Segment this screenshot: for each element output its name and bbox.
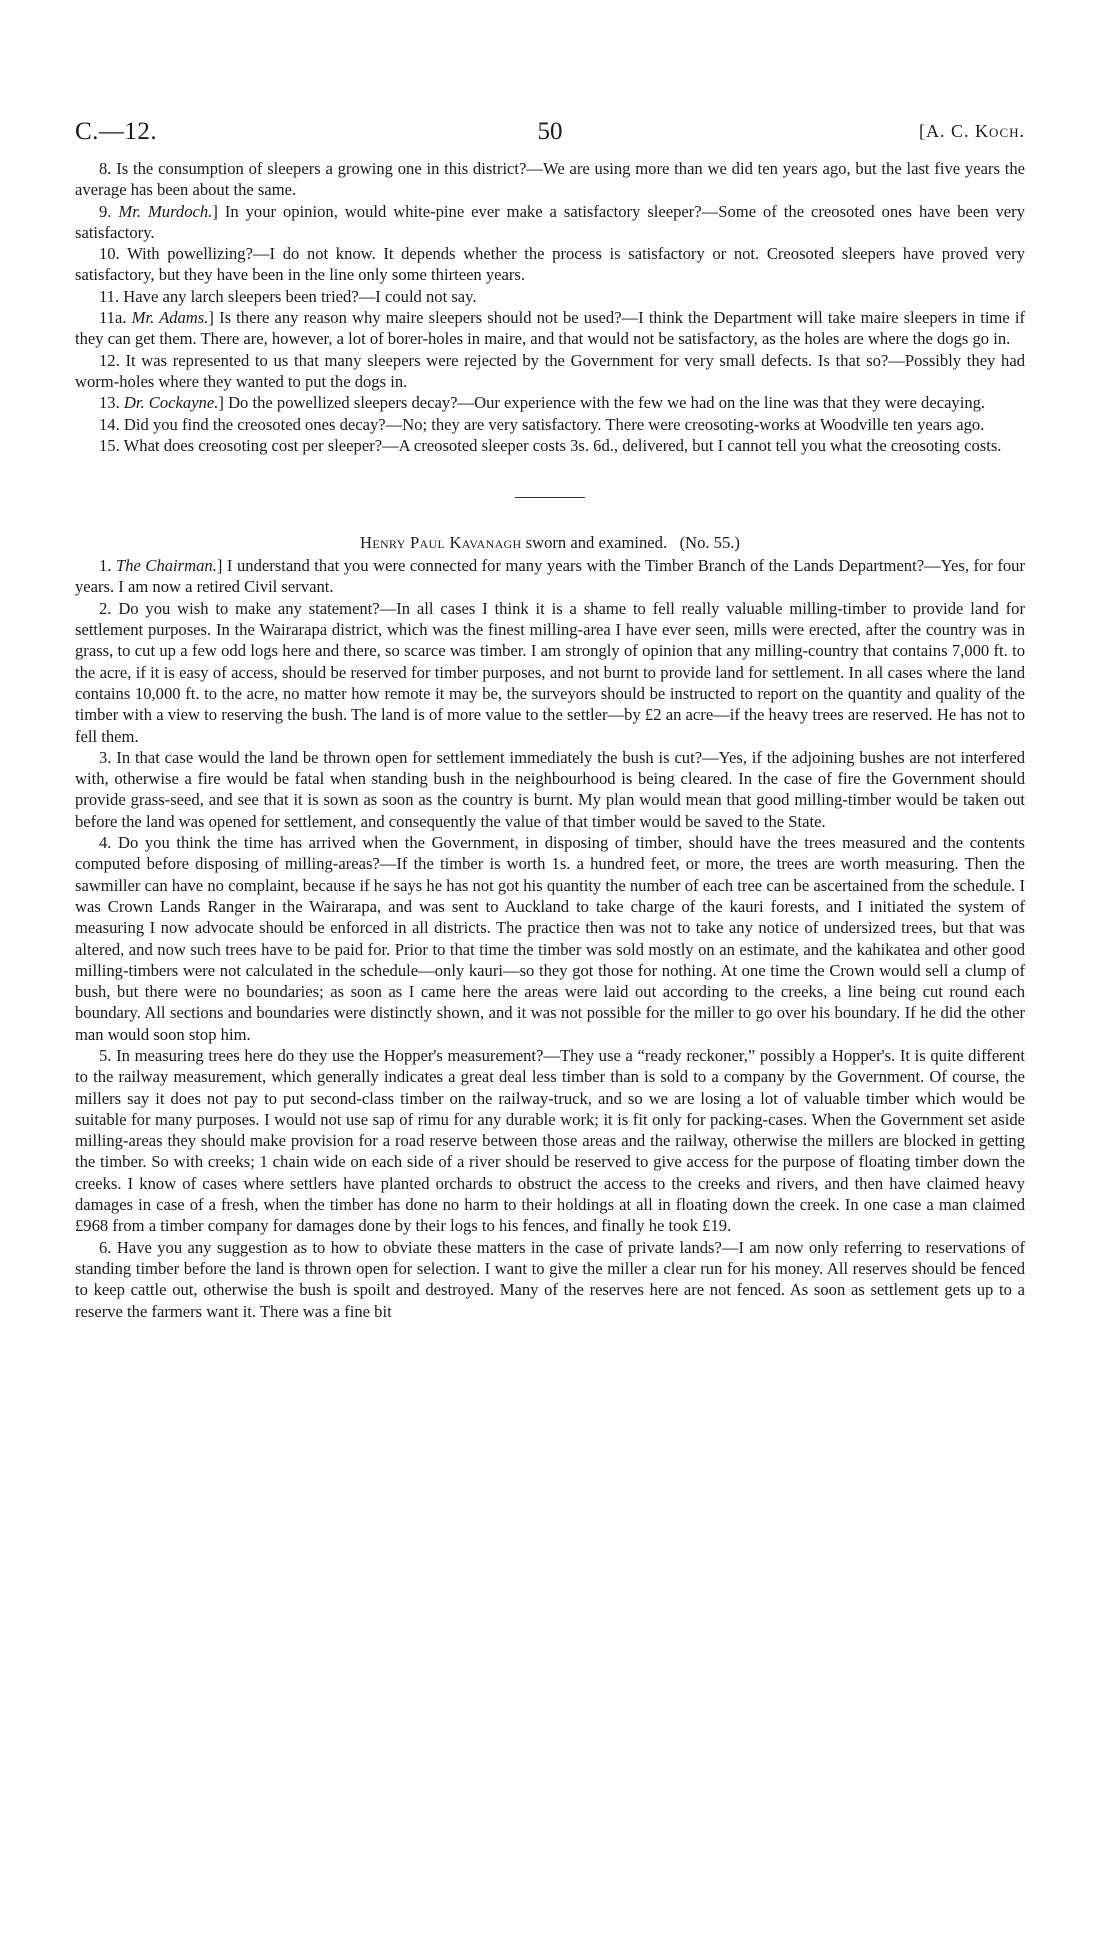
question-paragraph: 11a. Mr. Adams.] Is there any reason why maire sleepers should not be used?—I think the Department will take maire sleepers in time if they can get them. There are, however, a lot of borer-holes in maire, and that would not be satisfactory, as the holes are where the dogs go in. bbox=[75, 308, 1025, 349]
question-text: Do the powellized sleepers decay?—Our experience with the few we had on the line was that they were decaying. bbox=[228, 393, 986, 413]
question-text: Did you find the creosoted ones decay?—No; they are very satisfactory. There were creosoting-works at Woodville ten years ago. bbox=[123, 414, 985, 434]
question-number: 11a. bbox=[99, 308, 127, 328]
witness-number: (No. 55.) bbox=[679, 533, 740, 553]
question-number: 5. bbox=[99, 1045, 112, 1065]
question-text: Do you think the time has arrived when the Government, in disposing of timber, should have the trees measured and the contents computed before disposing of milling-areas?—If the timber is worth 1s. a hundred feet, or more, the trees are worth measuring. Then the sawmiller can have no complaint, because if he says he has not got his quantity the number of each tree can be ascertained from the schedule. I was Crown Lands Ranger in the Wairarapa, and was sent to Auckland to take charge of the kauri forests, and I initiated the system of measuring I now advocate should be enforced in all districts. The practice then was not to take any notice of undersized trees, but that was altered, and now such trees have to be paid for. Prior to that time the timber was sold mostly on an estimate, and the kahikatea and other good milling-timbers were not calculated in the schedule—only kauri—so they got those for nothing. At one time the Crown would sell a clump of bush, but there were no boundaries; as soon as I came here the areas were laid out according to the creeks, a line being cut round each boundary. All sections and boundaries were distinctly shown, and it was not possible for the miller to go over his boundary. If he did the other man would soon stop him. bbox=[75, 833, 1025, 1044]
question-number: 14. bbox=[99, 414, 120, 434]
question-text: With powellizing?—I do not know. It depends whether the process is satisfactory or not. Creosoted sleepers have proved very satisfactory, but they have been in the line only some thirteen years. bbox=[75, 244, 1025, 285]
header-witness-name: A. C. Koch. bbox=[926, 121, 1025, 141]
question-paragraph bbox=[75, 286, 1025, 307]
question-text: Do you wish to make any statement?—In all cases I think it is a shame to fell really valuable milling-timber to provide land for settlement purposes. In the Wairarapa district, which was the finest milling-area I have ever seen, mills were erected, after the country was in grass, to cut up a few odd logs here and there, so scarce was timber. I am strongly of opinion that any milling-country that contains 7,000 ft. to the acre, if it is easy of access, should be reserved for timber purposes, and not burnt to provide land for settlement. In all cases where the land contains 10,000 ft. to the acre, no matter how remote it may be, the surveyors should be instructed to report on the quantity and quality of the timber with a view to reserving the bush. The land is of more value to the settler—by £2 an acre—if the heavy trees are reserved. He has not to fell them. bbox=[75, 598, 1025, 746]
witness-header bbox=[919, 121, 1025, 142]
question-text: Have you any suggestion as to how to obviate these matters in the case of private lands?—I am now only referring to reservations of standing timber before the land is thrown open for selection. I want to give the miller a clear run for his money. All reserves should be fenced to keep cattle out, otherwise the bush is spoilt and destroyed. Many of the reserves here are not fenced. As soon as settlement gets up to a reserve the farmers want it. There was a fine bit bbox=[75, 1237, 1025, 1321]
question-paragraph bbox=[75, 1045, 1025, 1237]
witness-sworn: sworn and examined. bbox=[521, 533, 668, 553]
question-number: 12. bbox=[99, 350, 120, 370]
question-number: 13. bbox=[99, 393, 120, 413]
question-number: 6. bbox=[99, 1237, 112, 1257]
question-paragraph bbox=[75, 832, 1025, 1045]
question-number: 3. bbox=[99, 747, 112, 767]
question-paragraph bbox=[75, 243, 1025, 286]
question-paragraph bbox=[75, 435, 1025, 456]
question-paragraph: 9. Mr. Murdoch.] In your opinion, would white-pine ever make a satisfactory sleeper?—Some of the creosoted ones have been very satisfactory. bbox=[75, 201, 1025, 242]
header-bracket: [ bbox=[919, 121, 927, 141]
question-number: 11. bbox=[99, 286, 120, 306]
witness-heading bbox=[75, 532, 1025, 553]
witness-name: Henry Paul Kavanagh bbox=[360, 533, 522, 553]
document-page bbox=[75, 118, 1025, 1322]
question-number: 10. bbox=[99, 244, 120, 264]
question-text: Is the consumption of sleepers a growing one in this district?—We are using more than we did ten years ago, but the last five years the average has been about the same. bbox=[75, 159, 1025, 200]
question-paragraph bbox=[75, 1237, 1025, 1322]
section-divider bbox=[515, 497, 585, 498]
question-paragraph bbox=[75, 350, 1025, 393]
kavanagh-evidence-section bbox=[75, 555, 1025, 1322]
page-header bbox=[75, 118, 1025, 158]
report-code: C.—12. bbox=[75, 118, 158, 145]
question-number: 15. bbox=[99, 435, 120, 455]
speaker-name: Mr. Murdoch. bbox=[118, 201, 213, 221]
question-paragraph: 13. Dr. Cockayne.] Do the powellized sleepers decay?—Our experience with the few we had on the line was that they were decaying. bbox=[99, 393, 986, 413]
question-paragraph bbox=[75, 158, 1025, 201]
question-paragraph: 1. The Chairman.] I understand that you were connected for many years with the Timber Branch of the Lands Department?—Yes, for four years. I am now a retired Civil servant. bbox=[75, 556, 1026, 597]
speaker-name: Mr. Adams. bbox=[131, 308, 209, 328]
question-paragraph bbox=[75, 747, 1025, 832]
question-number: 4. bbox=[99, 833, 112, 853]
question-text: What does creosoting cost per sleeper?—A creosoted sleeper costs 3s. 6d., delivered, but I cannot tell you what the creosoting costs. bbox=[123, 435, 1002, 455]
question-number: 2. bbox=[99, 598, 112, 618]
speaker-name: The Chairman. bbox=[115, 556, 217, 576]
question-text: In your opinion, would white-pine ever make a satisfactory sleeper?—Some of the creosoted ones have been very satisfactory. bbox=[75, 201, 1025, 242]
question-text: I understand that you were connected for many years with the Timber Branch of the Lands Department?—Yes, for four years. I am now a retired Civil servant. bbox=[75, 556, 1026, 597]
question-text: It was represented to us that many sleepers were rejected by the Government for very small defects. Is that so?—Possibly they had worm-holes where they wanted to put the dogs in. bbox=[75, 350, 1026, 391]
page-number: 50 bbox=[537, 118, 563, 145]
question-number: 1. bbox=[99, 556, 112, 576]
question-number: 9. bbox=[99, 201, 112, 221]
speaker-name: Dr. Cockayne. bbox=[123, 393, 219, 413]
question-text: Is there any reason why maire sleepers should not be used?—I think the Department will take maire sleepers in time if they can get them. There are, however, a lot of borer-holes in maire, and that would not be satisfactory, as the holes are where the dogs go in. bbox=[75, 308, 1025, 349]
question-paragraph bbox=[75, 414, 1025, 435]
question-text: Have any larch sleepers been tried?—I could not say. bbox=[123, 286, 477, 306]
question-text: In measuring trees here do they use the Hopper's measurement?—They use a “ready reckoner,” possibly a Hopper's. It is quite different to the railway measurement, which generally indicates a great deal less timber than is sold to a company by the Government. Of course, the millers say it does not pay to put second-class timber on the railway-truck, and so we are losing a lot of valuable timber which would be suitable for many purposes. I would not use sap of rimu for any durable work; it is fit only for packing-cases. When the Government set aside milling-areas they should make provision for a road reserve between those areas and the railway, otherwise the millers are blocked in getting the timber. So with creeks; 1 chain wide on each side of a river should be reserved to give access for the purpose of floating timber down the creeks. I know of cases where settlers have planted orchards to obstruct the access to the creeks and rivers, and then have claimed heavy damages in case of a fresh, when the timber has done no harm to their holdings at all in floating down the creek. In one case a man claimed £968 from a timber company for damages done by their logs to his fences, and finally he took £19. bbox=[75, 1045, 1025, 1236]
question-paragraph bbox=[75, 598, 1025, 747]
koch-evidence-section bbox=[75, 158, 1025, 456]
question-text: In that case would the land be thrown open for settlement immediately the bush is cut?—Yes, if the adjoining bushes are not interfered with, otherwise a fire would be fatal when standing bush in the neighbourhood is being cleared. In the case of fire the Government should provide grass-seed, and see that it is sown as soon as the country is burnt. My plan would mean that good milling-timber would be taken out before the land was opened for settlement, and consequently the value of that timber would be saved to the State. bbox=[75, 747, 1025, 831]
question-number: 8. bbox=[99, 159, 112, 178]
